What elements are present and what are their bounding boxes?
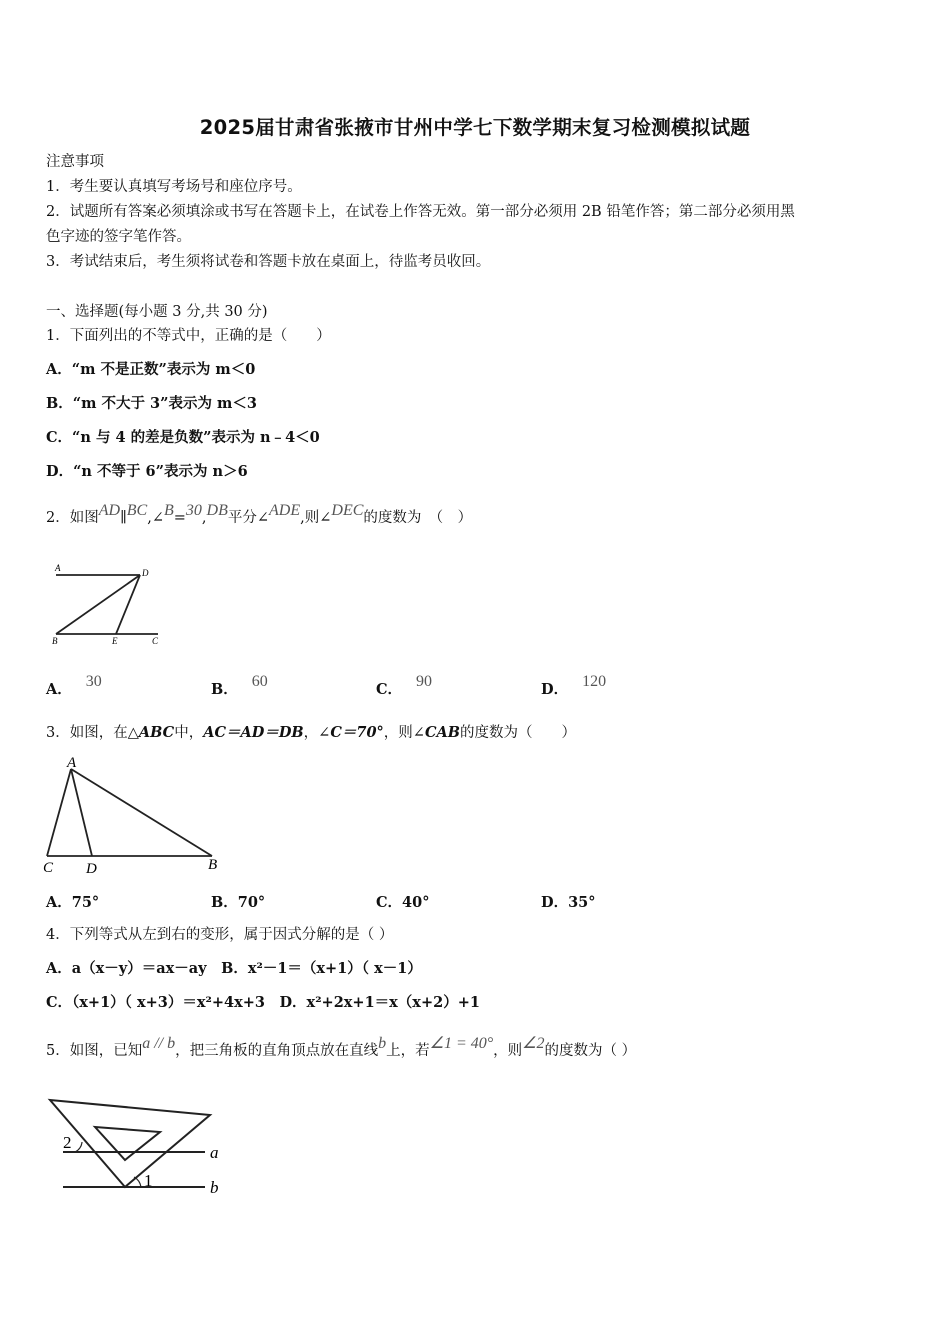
notice-item-1: 1．考生要认真填写考场号和座位序号。 <box>46 179 302 195</box>
q2-option-c: C． 90 <box>376 673 433 698</box>
q3-option-d: D．35° <box>541 894 596 911</box>
q3-line-ac <box>47 769 71 856</box>
q5-angle2-arc <box>75 1142 82 1152</box>
q3-label-d: D <box>86 861 97 877</box>
q2-math-bc: BC <box>126 502 148 519</box>
q2-math-30: 30 <box>185 502 202 519</box>
q3-label-b: B <box>208 857 218 873</box>
notice-item-2-cont: 色字迹的签字笔作答。 <box>46 229 191 245</box>
q1-option-b: B．“m 不大于 3”表示为 m＜3 <box>46 395 257 412</box>
q2-math-db: DB <box>206 502 228 519</box>
q2-math-ad: AD <box>98 502 121 519</box>
q4-stem: 4．下列等式从左到右的变形，属于因式分解的是（ ） <box>46 927 394 943</box>
q1-option-d: D．“n 不等于 6”表示为 n＞6 <box>46 463 248 480</box>
q4-options-row1: A．a（x－y）＝ax－ay B．x²－1＝（x+1）（ x－1） <box>46 960 422 977</box>
notice-item-2: 2．试题所有答案必须填涂或书写在答题卡上，在试卷上作答无效。第一部分必须用 2B 铅笔作答；第二部分必须用黑 <box>46 204 795 220</box>
q2-math-dec: DEC <box>331 502 364 519</box>
q3-line-ab <box>71 769 212 856</box>
q5-stem: 5．如图，已知a // b，把三角板的直角顶点放在直线b上，若∠1 = 40°，则∠2的度数为（ ） <box>46 1035 637 1059</box>
q2-label-d: D <box>142 568 149 578</box>
q5-label-1: 1 <box>144 1171 153 1190</box>
q1-option-c: C．“n 与 4 的差是负数”表示为 n﹣4＜0 <box>46 429 320 446</box>
q2-label-e: E <box>112 636 118 646</box>
q1-stem: 1．下面列出的不等式中，正确的是（ ） <box>46 328 331 344</box>
q3-option-c: C．40° <box>376 894 430 911</box>
q5-math-angle1: ∠1 = 40° <box>429 1035 494 1052</box>
q5-figure <box>45 1092 235 1202</box>
notice-heading: 注意事项 <box>46 154 104 170</box>
q5-label-a: a <box>210 1143 219 1162</box>
q5-triangle-inner <box>95 1127 160 1160</box>
section-heading: 一、选择题(每小题 3 分,共 30 分) <box>46 304 268 320</box>
q2-option-d: D． 120 <box>541 673 607 698</box>
notice-item-3: 3．考试结束后，考生须将试卷和答题卡放在桌面上，待监考员收回。 <box>46 254 491 270</box>
q2-label-b: B <box>52 636 58 646</box>
q3-option-a: A．75° <box>46 894 100 911</box>
q3-stem: 3．如图，在△ABC中，AC＝AD＝DB，∠C＝70°，则∠CAB的度数为（ ） <box>46 724 576 741</box>
q2-label-a: A <box>55 563 61 573</box>
q5-math-ab: a // b <box>142 1035 176 1052</box>
q5-math-angle2: ∠2 <box>522 1035 545 1052</box>
q2-figure <box>40 560 170 650</box>
q2-math-ade: ADE <box>269 502 301 519</box>
q2-option-b: B． 60 <box>211 673 268 698</box>
q5-math-b: b <box>378 1035 387 1052</box>
q3-label-a: A <box>67 755 77 771</box>
q2-stem: 2．如图AD∥BC,∠B=30,DB平分∠ADE,则∠DEC的度数为 （ ） <box>46 502 473 526</box>
q5-label-2: 2 <box>63 1133 72 1152</box>
q2-math-b: B <box>163 502 174 519</box>
q3-option-b: B．70° <box>211 894 266 911</box>
q3-label-c: C <box>43 860 54 876</box>
q2-label-c: C <box>152 636 159 646</box>
q5-triangle-outer <box>50 1100 210 1187</box>
page-title: 2025届甘肃省张掖市甘州中学七下数学期末复习检测模拟试题 <box>199 116 751 139</box>
q4-options-row2: C．（x+1）（ x+3）＝x²+4x+3 D．x²+2x+1＝x（x+2）+1 <box>46 994 480 1011</box>
q5-label-b: b <box>210 1178 219 1197</box>
q3-figure <box>40 752 230 876</box>
q2-option-a: A． 30 <box>46 673 102 698</box>
q3-line-ad <box>71 769 92 856</box>
q1-option-a: A．“m 不是正数”表示为 m＜0 <box>46 361 256 378</box>
